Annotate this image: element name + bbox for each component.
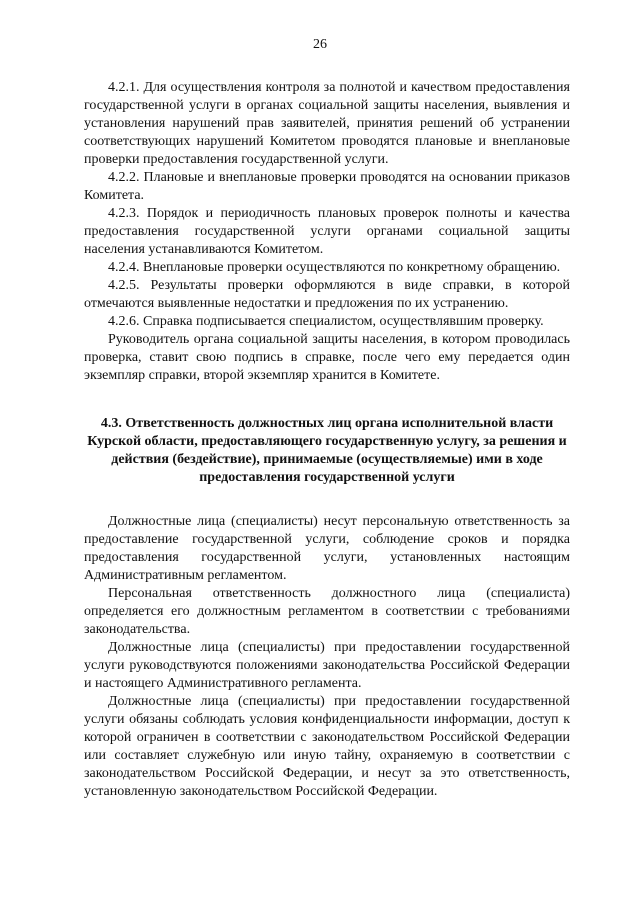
paragraph-4-2-1: 4.2.1. Для осуществления контроля за полнотой и качеством предоставления государственной услуги в органах социальной защиты населения, выявления и установления нарушений прав заявителей, принятия решений об устранении соответствующих нарушений Комитетом проводятся плановые и внеплановые проверки предоставления государственной услуги. <box>84 80 570 167</box>
paragraph-job-regulation: Персональная ответственность должностного лица (специалиста) определяется его должностным регламентом в соответствии с требованиями законодательства. <box>84 586 570 637</box>
paragraph-4-2-2: 4.2.2. Плановые и внеплановые проверки проводятся на основании приказов Комитета. <box>84 170 570 203</box>
paragraph-personal-responsibility: Должностные лица (специалисты) несут персональную ответственность за предоставление государственной услуги, соблюдение сроков и порядка предоставления государственной услуги, установленных настоящим Административным регламентом. <box>84 514 570 583</box>
paragraph-4-2-5: 4.2.5. Результаты проверки оформляются в виде справки, в которой отмечаются выявленные недостатки и предложения по их устранению. <box>84 278 570 311</box>
paragraph-head-signature: Руководитель органа социальной защиты населения, в котором проводилась проверка, ставит свою подпись в справке, после чего ему передается один экземпляр справки, второй экземпляр хранится в Комитете. <box>84 332 570 383</box>
paragraph-4-2-3: 4.2.3. Порядок и периодичность плановых проверок полноты и качества предоставления государственной услуги органами социальной защиты населения устанавливаются Комитетом. <box>84 206 570 257</box>
page-number: 26 <box>313 37 327 52</box>
paragraph-legislation-guidance: Должностные лица (специалисты) при предоставлении государственной услуги руководствуются положениями законодательства Российской Федерации и настоящего Административного регламента. <box>84 640 570 691</box>
document-body <box>84 79 570 801</box>
section-heading-4-3: 4.3. Ответственность должностных лиц органа исполнительной власти Курской области, предоставляющего государственную услугу, за решения и действия (бездействие), принимаемые (осуществляемые) ими в ходе предоставления государственной услуги <box>87 416 567 485</box>
paragraph-4-2-6: 4.2.6. Справка подписывается специалистом, осуществлявшим проверку. <box>108 314 544 329</box>
paragraph-4-2-4: 4.2.4. Внеплановые проверки осуществляются по конкретному обращению. <box>108 260 561 275</box>
paragraph-confidentiality: Должностные лица (специалисты) при предоставлении государственной услуги обязаны соблюдать условия конфиденциальности информации, доступ к которой ограничен в соответствии с законодательством Российской Федерации или составляет служебную или иную тайну, охраняемую в соответствии с законодательством Российской Федерации, и несут за это ответственность, установленную законодательством Российской Федерации. <box>84 694 570 799</box>
